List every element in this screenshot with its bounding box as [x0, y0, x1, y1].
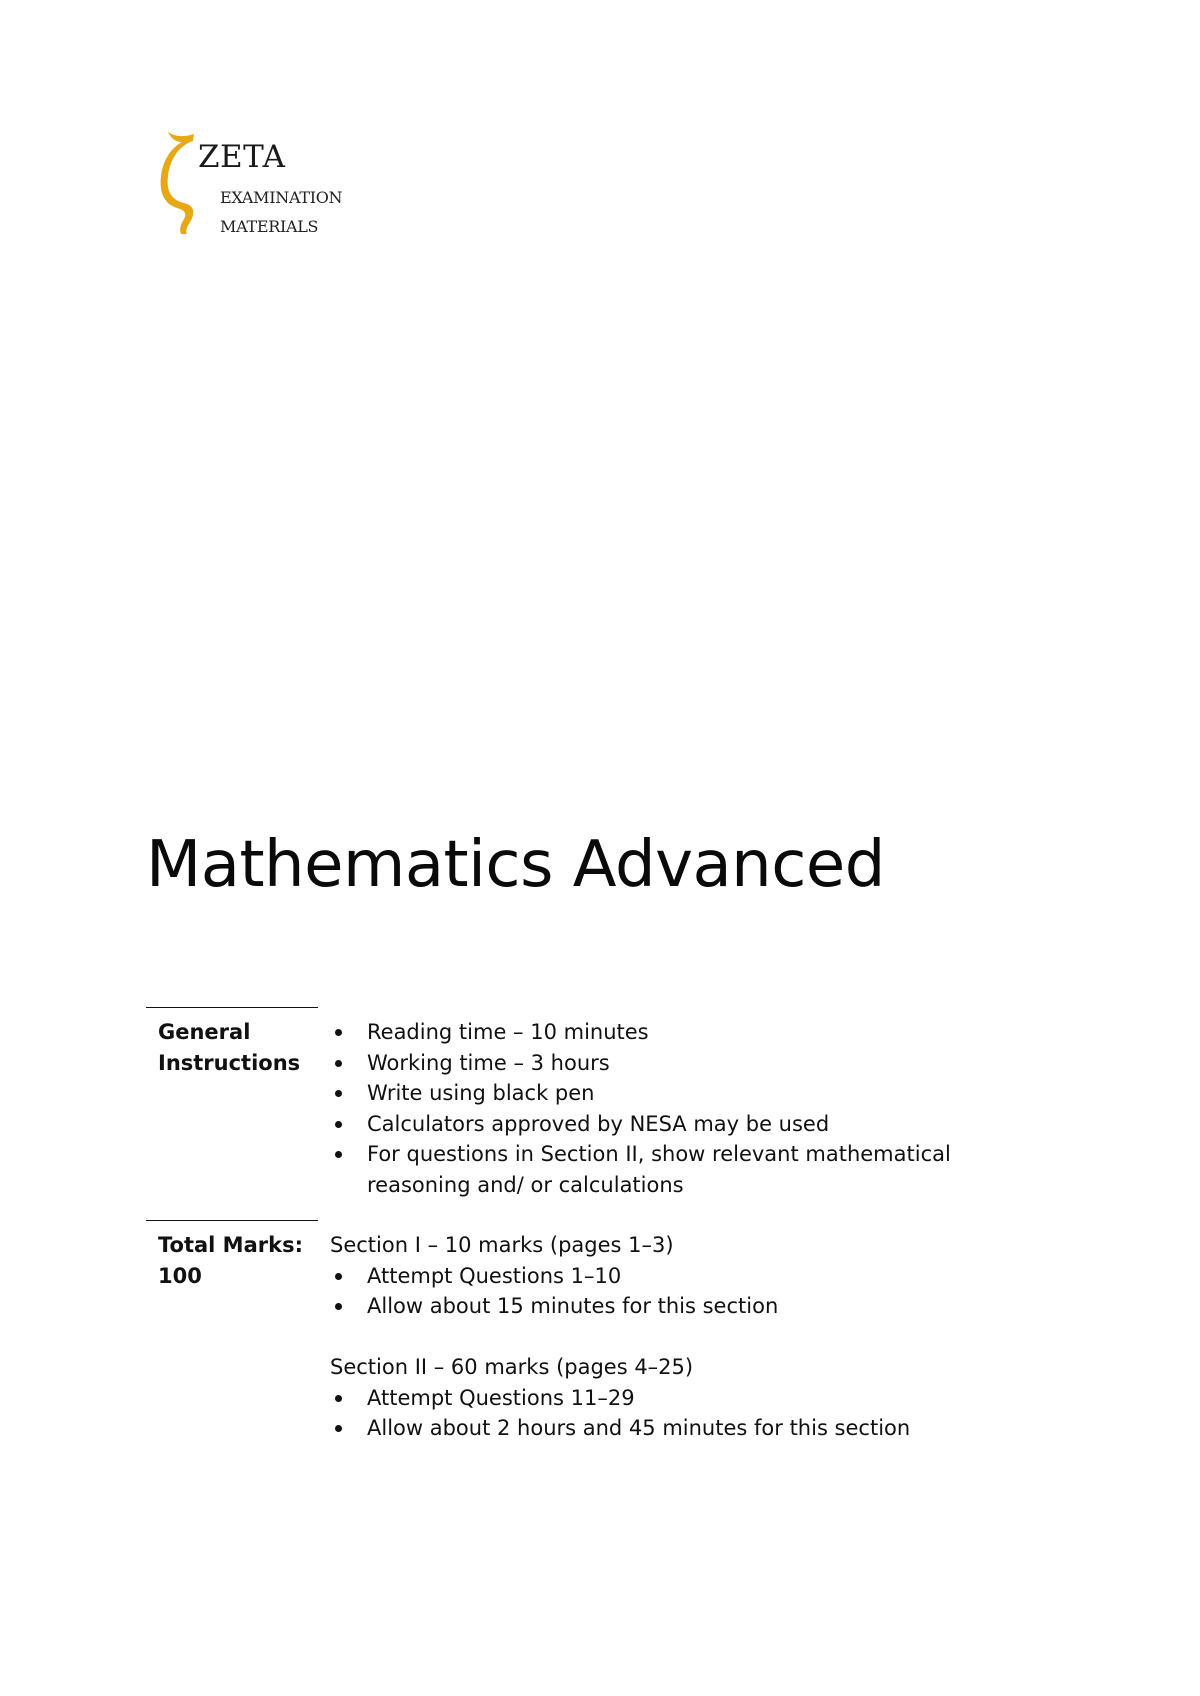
spacer — [330, 1322, 1010, 1353]
label-rule — [146, 1220, 318, 1221]
list-item: Attempt Questions 11–29 — [330, 1383, 1010, 1414]
zeta-logo — [160, 130, 400, 240]
logo-name: ZETA — [198, 139, 286, 175]
label-line: Total Marks: — [158, 1233, 303, 1257]
label-rule — [146, 1007, 318, 1008]
list-item: Attempt Questions 1–10 — [330, 1261, 1010, 1292]
list-item: Reading time – 10 minutes — [330, 1017, 1010, 1048]
list-item: For questions in Section II, show relevant mathematical reasoning and/ or calculations — [330, 1139, 1010, 1200]
section-heading: Section II – 60 marks (pages 4–25) — [330, 1355, 694, 1379]
document-title: Mathematics Advanced — [146, 828, 885, 902]
label-line: 100 — [158, 1263, 202, 1288]
section-heading: Section I – 10 marks (pages 1–3) — [330, 1233, 674, 1257]
label-line: Instructions — [158, 1050, 301, 1075]
list-item: Allow about 2 hours and 45 minutes for this section — [330, 1413, 1010, 1444]
general-instructions-list — [330, 1017, 1010, 1200]
general-instructions-label — [158, 1017, 308, 1078]
total-marks-label — [158, 1230, 308, 1291]
logo-subtitle-line2: MATERIALS — [220, 217, 319, 236]
list-item: Calculators approved by NESA may be used — [330, 1109, 1010, 1140]
list-item: Working time – 3 hours — [330, 1048, 1010, 1079]
label-line: General — [158, 1020, 251, 1044]
list-item: Allow about 15 minutes for this section — [330, 1291, 1010, 1322]
total-marks-sections — [330, 1230, 1010, 1444]
list-item: Write using black pen — [330, 1078, 1010, 1109]
logo-subtitle-line1: EXAMINATION — [220, 188, 343, 207]
